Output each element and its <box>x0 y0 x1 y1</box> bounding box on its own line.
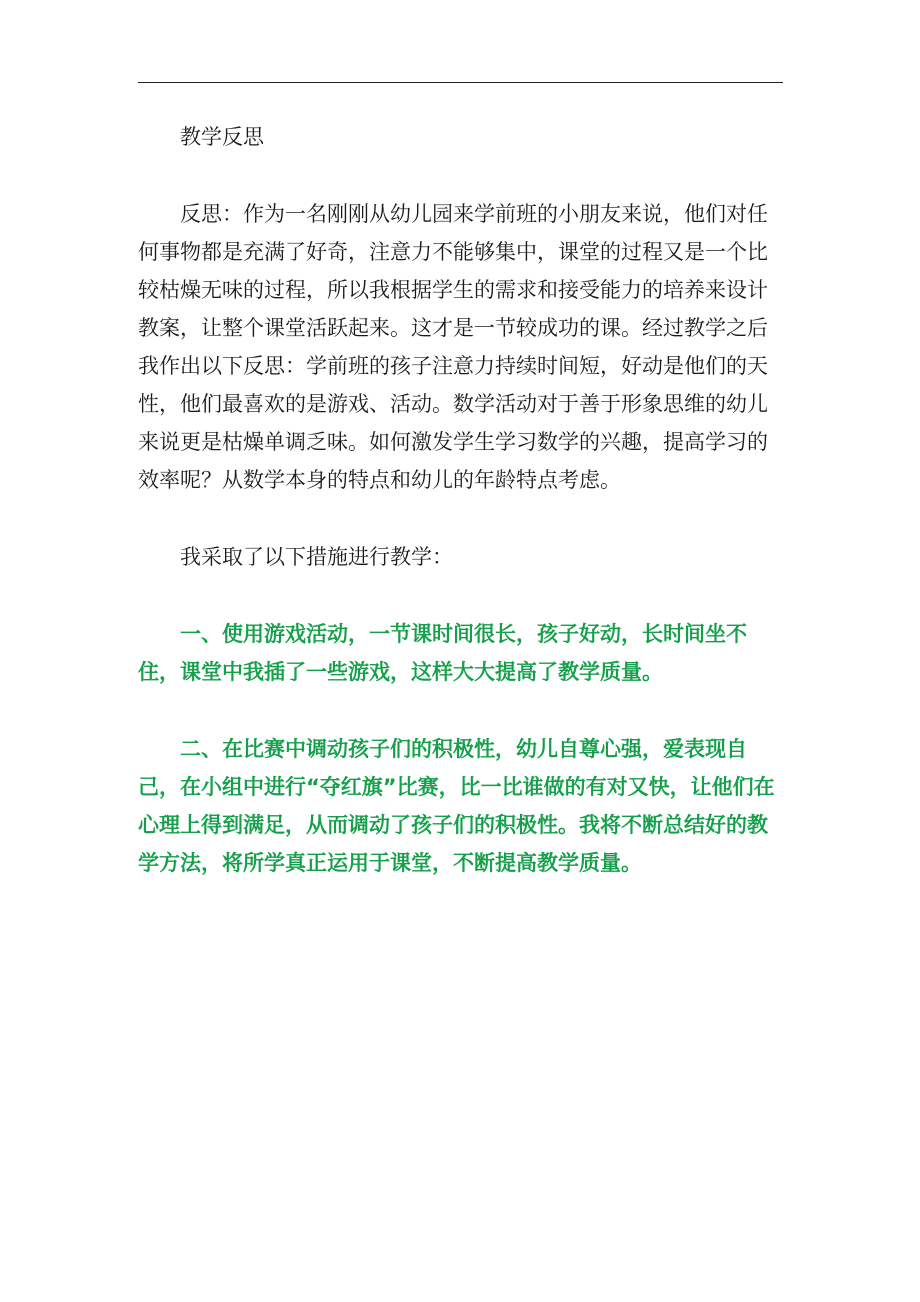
measure-item-1: 一、使用游戏活动，一节课时间很长，孩子好动，长时间坐不住，课堂中我插了一些游戏，这样大大提高了教学质量。 <box>138 622 747 684</box>
reflection-paragraph: 反思：作为一名刚刚从幼儿园来学前班的小朋友来说，他们对任何事物都是充满了好奇，注意力不能够集中，课堂的过程又是一个比较枯燥无味的过程，所以我根据学生的需求和接受能力的培养来设计教案，让整个课堂活跃起来。这才是一节较成功的课。经过教学之后我作出以下反思：学前班的孩子注意力持续时间短，好动是他们的天性，他们最喜欢的是游戏、活动。数学活动对于善于形象思维的幼儿来说更是枯燥单调乏味。如何激发学生学习数学的兴趣，提高学习的效率呢？从数学本身的特点和幼儿的年龄特点考虑。 <box>138 202 768 492</box>
document-body <box>138 118 786 882</box>
header-rule <box>138 82 783 83</box>
measure-item-2: 二、在比赛中调动孩子们的积极性，幼儿自尊心强，爱表现自己，在小组中进行“夺红旗”比赛，比一比谁做的有对又快，让他们在心理上得到满足，从而调动了孩子们的积极性。我将不断总结好的教学方法，将所学真正运用于课堂，不断提高教学质量。 <box>138 737 775 875</box>
measures-intro: 我采取了以下措施进行教学： <box>180 545 453 569</box>
section-title: 教学反思 <box>180 125 264 149</box>
